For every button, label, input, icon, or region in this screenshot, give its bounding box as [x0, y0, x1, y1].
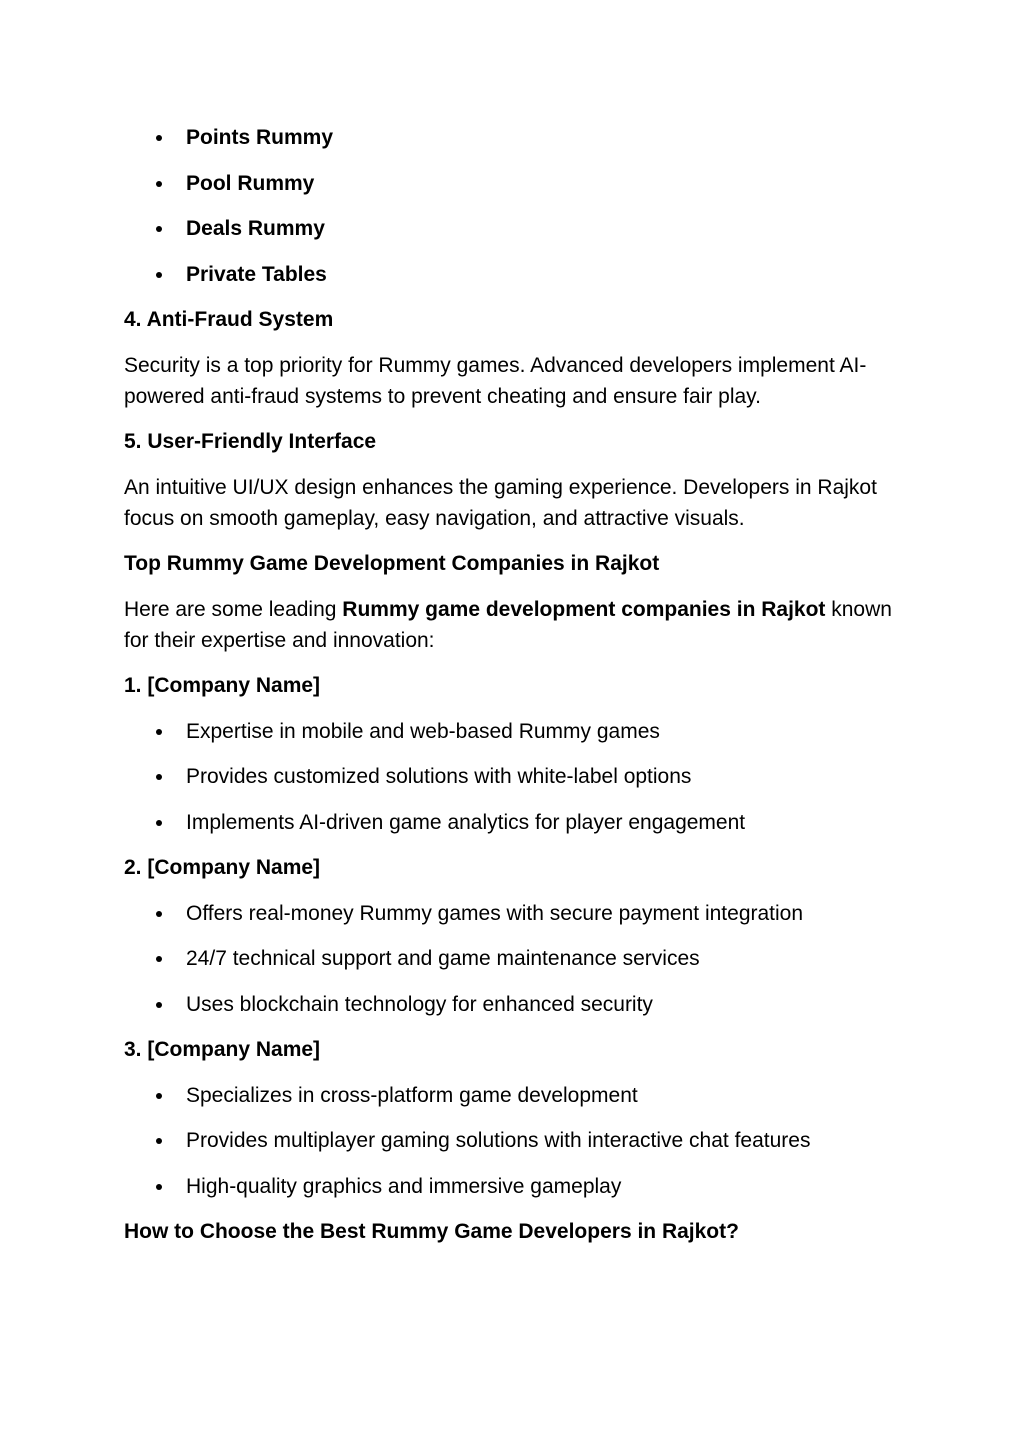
bullet-icon	[156, 1138, 162, 1144]
bullet-icon	[156, 135, 162, 141]
bullet-icon	[156, 1184, 162, 1190]
list-item: Points Rummy	[124, 122, 904, 153]
rummy-types-list	[124, 122, 904, 290]
list-item: Implements AI-driven game analytics for player engagement	[124, 807, 904, 838]
bullet-icon	[156, 911, 162, 917]
list-item: High-quality graphics and immersive gameplay	[124, 1171, 904, 1202]
company-heading-1: 1. [Company Name]	[124, 674, 321, 697]
company-3-points	[124, 1080, 904, 1202]
list-item: Provides multiplayer gaming solutions with interactive chat features	[124, 1125, 904, 1156]
bullet-icon	[156, 956, 162, 962]
section-heading-user-interface: 5. User-Friendly Interface	[124, 430, 377, 453]
bullet-icon	[156, 774, 162, 780]
company-2-points	[124, 898, 904, 1020]
section-heading-anti-fraud: 4. Anti-Fraud System	[124, 308, 334, 331]
section-text-anti-fraud: Security is a top priority for Rummy games. Advanced developers implement AI-powered anti-fraud systems to prevent cheating and ensure fair play.	[124, 353, 867, 408]
bullet-icon	[156, 181, 162, 187]
list-item: Deals Rummy	[124, 213, 904, 244]
list-item: Specializes in cross-platform game development	[124, 1080, 904, 1111]
top-companies-intro: Here are some leading Rummy game development companies in Rajkot known for their expertise and innovation:	[124, 597, 892, 652]
bullet-icon	[156, 1002, 162, 1008]
company-heading-2: 2. [Company Name]	[124, 856, 321, 879]
list-item: Offers real-money Rummy games with secure payment integration	[124, 898, 904, 929]
bullet-icon	[156, 226, 162, 232]
list-item: Provides customized solutions with white-label options	[124, 761, 904, 792]
bullet-icon	[156, 272, 162, 278]
list-item: 24/7 technical support and game maintenance services	[124, 943, 904, 974]
company-heading-3: 3. [Company Name]	[124, 1038, 321, 1061]
top-companies-heading: Top Rummy Game Development Companies in Rajkot	[124, 552, 660, 575]
list-item: Pool Rummy	[124, 168, 904, 199]
bullet-icon	[156, 1093, 162, 1099]
choose-developers-heading: How to Choose the Best Rummy Game Developers in Rajkot?	[124, 1220, 739, 1243]
bullet-icon	[156, 820, 162, 826]
document-page	[124, 122, 904, 1262]
list-item: Uses blockchain technology for enhanced security	[124, 989, 904, 1020]
section-text-user-interface: An intuitive UI/UX design enhances the gaming experience. Developers in Rajkot focus on smooth gameplay, easy navigation, and attractive visuals.	[124, 475, 877, 530]
company-1-points	[124, 716, 904, 838]
list-item: Private Tables	[124, 259, 904, 290]
bullet-icon	[156, 729, 162, 735]
list-item: Expertise in mobile and web-based Rummy games	[124, 716, 904, 747]
